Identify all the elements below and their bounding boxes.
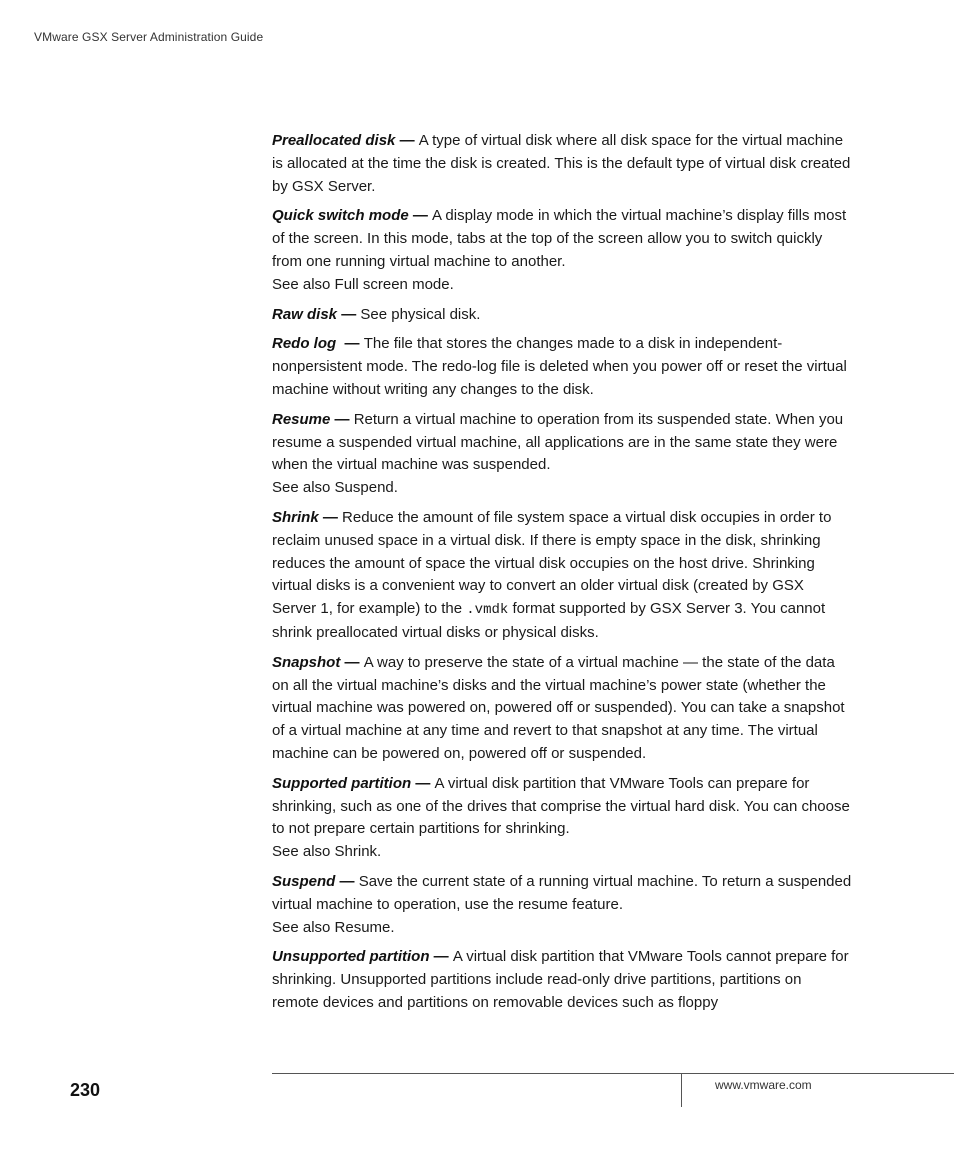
see-also: See also Suspend.: [272, 479, 398, 497]
footer-divider: [681, 1073, 682, 1107]
glossary-term: Supported partition: [272, 774, 412, 792]
glossary-definition-continued: format supported by GSX Server 3. You cannot shrink preallocated virtual disks or physical disks.: [272, 600, 826, 641]
glossary-entry-unsupported-partition: [272, 946, 852, 1014]
glossary-entry-quick-switch-mode: [272, 205, 852, 296]
glossary-definition: A way to preserve the state of a virtual machine — the state of the data on all the virtual machine’s disks and the virtual machine’s power state (whether the virtual machine was powered on, powered off or suspended). You can take a snapshot of a virtual machine at any time and revert to that snapshot at any time. The virtual machine can be powered on, powered off or suspended.: [272, 653, 845, 762]
glossary-definition: A virtual disk partition that VMware Tools cannot prepare for shrinking. Unsupported partitions include read-only drive partitions, partitions on remote devices and partitions on removable devices such as floppy: [272, 948, 849, 1011]
page-number: 230: [70, 1080, 101, 1100]
glossary-definition: Reduce the amount of file system space a virtual disk occupies in order to reclaim unused space in a virtual disk. If there is empty space in the disk, shrinking reduces the amount of space the virtual disk occupies on the host drive. Shrinking virtual disks is a convenient way to convert an older virtual disk (created by GSX Server 1, for example) to the: [272, 508, 832, 618]
glossary-entry-shrink: [272, 507, 852, 645]
term-dash: —: [429, 948, 453, 966]
see-also: See also Resume.: [272, 918, 395, 936]
glossary-definition: See physical disk.: [360, 305, 481, 323]
file-extension-code: .vmdk: [466, 602, 509, 619]
glossary-entry-redo-log: [272, 333, 852, 401]
glossary-term: Shrink: [272, 508, 319, 526]
see-also: See also Full screen mode.: [272, 275, 454, 293]
glossary-term: Raw disk: [272, 305, 338, 323]
glossary-entry-supported-partition: [272, 773, 852, 864]
footer-url: www.vmware.com: [715, 1078, 812, 1092]
see-also: See also Shrink.: [272, 843, 382, 861]
glossary-definition: A type of virtual disk where all disk space for the virtual machine is allocated at the time the disk is created. This is the default type of virtual disk created by GSX Server.: [272, 132, 851, 195]
term-dash: —: [330, 410, 354, 428]
glossary-content: [272, 130, 852, 1022]
term-dash: —: [408, 207, 433, 225]
term-dash: —: [336, 335, 364, 353]
glossary-entry-raw-disk: [272, 304, 852, 327]
glossary-definition: A display mode in which the virtual machine’s display fills most of the screen. In this mode, tabs at the top of the screen allow you to switch quickly from one running virtual machine to another.: [272, 207, 847, 270]
glossary-term: Quick switch mode: [272, 207, 409, 225]
glossary-term: Snapshot: [272, 653, 341, 671]
glossary-term: Redo log: [272, 335, 337, 353]
term-dash: —: [395, 132, 419, 149]
running-header: VMware GSX Server Administration Guide: [34, 30, 264, 44]
glossary-entry-snapshot: [272, 652, 852, 766]
glossary-definition: Return a virtual machine to operation from its suspended state. When you resume a suspended virtual machine, all applications are in the same state they were when the virtual machine was suspended.: [272, 410, 844, 474]
glossary-entry-resume: [272, 409, 852, 500]
glossary-definition: The file that stores the changes made to a disk in independent-nonpersistent mode. The redo-log file is deleted when you power off or reset the virtual machine without writing any changes to the disk.: [272, 335, 847, 398]
term-dash: —: [337, 305, 361, 323]
glossary-definition: A virtual disk partition that VMware Tools can prepare for shrinking, such as one of the drives that comprise the virtual hard disk. You can choose to not prepare certain partitions for shrinking.: [272, 774, 850, 838]
glossary-term: Unsupported partition: [272, 948, 430, 966]
glossary-term: Preallocated disk: [272, 132, 396, 149]
glossary-entry-preallocated-disk: [272, 130, 852, 198]
term-dash: —: [318, 508, 343, 526]
footer-rule: [272, 1073, 954, 1074]
term-dash: —: [335, 872, 359, 890]
term-dash: —: [340, 653, 364, 671]
term-dash: —: [411, 774, 435, 792]
glossary-term: Suspend: [272, 872, 336, 890]
glossary-definition: Save the current state of a running virtual machine. To return a suspended virtual machine to operation, use the resume feature.: [272, 872, 852, 913]
glossary-term: Resume: [272, 410, 331, 428]
glossary-entry-suspend: [272, 871, 852, 939]
